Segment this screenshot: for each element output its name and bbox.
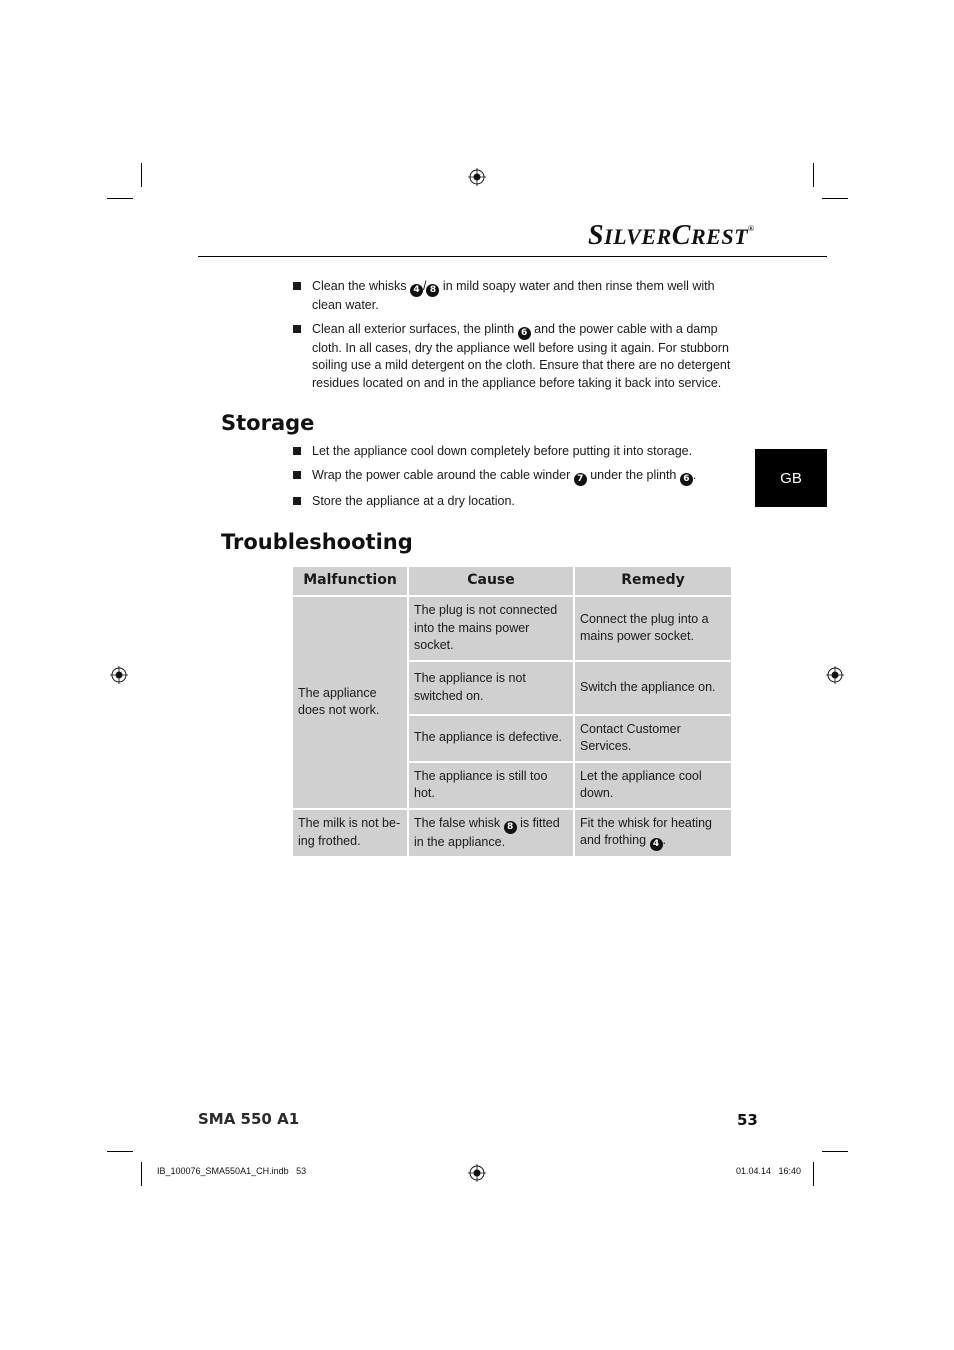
troubleshooting-heading: Troubleshooting [221, 530, 413, 554]
bullet-square-icon [293, 325, 301, 333]
cause-cell: The false whisk 8 is fitted in the appliance. [408, 809, 574, 858]
storage-heading: Storage [221, 411, 315, 435]
table-header-row [292, 566, 732, 596]
remedy-cell: Let the appliance cool down. [574, 762, 732, 809]
footer-model-number: SMA 550 A1 [198, 1110, 300, 1128]
column-header-remedy: Remedy [574, 566, 732, 596]
registration-mark-icon [468, 168, 486, 186]
cause-cell: The appliance is still too hot. [408, 762, 574, 809]
crop-mark [813, 163, 814, 187]
crop-mark [822, 1151, 848, 1152]
malfunction-cell: The milk is not be-ing frothed. [292, 809, 408, 858]
slug-filename: IB_100076_SMA550A1_CH.indb 53 [157, 1166, 307, 1176]
bullet-square-icon [293, 471, 301, 479]
cause-cell: The appliance is defective. [408, 715, 574, 762]
list-item: Clean all exterior surfaces, the plinth 6 and the power cable with a damp cloth. In all cases, dry the appliance well before using it again. For stubborn soiling use a mild detergent on the cloth. Ensure that there are no detergent residues located on and in the appliance before taking it back into service. [293, 321, 733, 393]
crop-mark [107, 1151, 133, 1152]
registration-mark-icon [826, 666, 844, 684]
crop-mark [141, 1162, 142, 1186]
header-rule [198, 256, 827, 257]
malfunction-cell: The appliance does not work. [292, 596, 408, 809]
remedy-cell: Fit the whisk for heating and frothing 4 . [574, 809, 732, 858]
part-number-icon: 6 [680, 473, 693, 486]
remedy-cell: Connect the plug into a mains power socket. [574, 596, 732, 661]
part-number-icon: 6 [518, 327, 531, 340]
crop-mark [107, 198, 133, 199]
language-tab: GB [755, 449, 827, 507]
troubleshooting-table [291, 565, 733, 858]
remedy-cell: Contact Customer Services. [574, 715, 732, 762]
column-header-cause: Cause [408, 566, 574, 596]
brand-logo: SILVERCREST® [588, 220, 755, 251]
crop-mark [822, 198, 848, 199]
part-number-icon: 4 [650, 838, 663, 851]
list-item: Wrap the power cable around the cable winder 7 under the plinth 6 . [293, 467, 733, 486]
table-row [292, 809, 732, 858]
cause-cell: The appliance is not switched on. [408, 661, 574, 715]
slug-datetime: 01.04.14 16:40 [736, 1166, 802, 1176]
part-number-icon: 7 [574, 473, 587, 486]
bullet-square-icon [293, 497, 301, 505]
bullet-square-icon [293, 447, 301, 455]
part-number-icon: 8 [504, 821, 517, 834]
storage-list [293, 443, 733, 510]
crop-mark [813, 1162, 814, 1186]
column-header-malfunction: Malfunction [292, 566, 408, 596]
bullet-square-icon [293, 282, 301, 290]
remedy-cell: Switch the appliance on. [574, 661, 732, 715]
cause-cell: The plug is not connected into the mains power socket. [408, 596, 574, 661]
cleaning-list [293, 278, 733, 392]
part-number-icon: 4 [410, 284, 423, 297]
list-item: Clean the whisks 4 / 8 in mild soapy water and then rinse them well with clean water. [293, 278, 733, 315]
page-number: 53 [737, 1111, 758, 1129]
registration-mark-icon [468, 1164, 486, 1182]
list-item: Let the appliance cool down completely before putting it into storage. [293, 443, 733, 461]
part-number-icon: 8 [426, 284, 439, 297]
list-item: Store the appliance at a dry location. [293, 493, 733, 511]
table-row [292, 596, 732, 661]
crop-mark [141, 163, 142, 187]
registration-mark-icon [110, 666, 128, 684]
